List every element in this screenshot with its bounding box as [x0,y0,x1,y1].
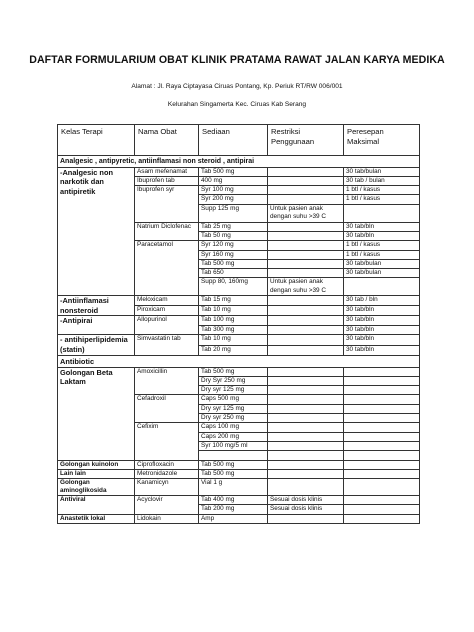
restriksi: Sesuai dosis klinis [268,505,344,514]
sediaan: Syr 120 mg [199,241,268,250]
restriksi [268,269,344,278]
restriksi [268,306,344,316]
maksimal: 30 tab/bln [344,222,420,231]
restriksi [268,167,344,176]
restriksi [268,367,344,376]
drug-name: Cefixim [135,423,199,460]
restriksi: Sesuai dosis klinis [268,496,344,505]
restriksi: Untuk pasien anak dengan suhu >39 C [268,204,344,222]
maksimal: 30 tab/bln [344,335,420,346]
sediaan: 400 mg [199,176,268,185]
drug-name: Ciprofloxacin [135,460,199,469]
maksimal [344,404,420,413]
sediaan: Syr 200 mg [199,195,268,204]
sediaan: Tab 20 mg [199,345,268,356]
table-header-row [58,125,420,156]
address-line-1: Alamat : Jl. Raya Ciptayasa Ciruas Pontang, Kp. Periuk RT/RW 006/001 [131,83,343,90]
drug-name: Paracetamol [135,241,199,296]
drug-name: Lidokain [135,514,199,523]
sediaan: Tab 500 mg [199,469,268,478]
drug-name: Ibuprofen syr [135,186,199,223]
restriksi [268,222,344,231]
table-row [58,496,420,505]
drug-name: Natrium Diclofenac [135,222,199,241]
sediaan: Amp [199,514,268,523]
restriksi [268,376,344,385]
drug-name: Allopurinol [135,316,199,335]
maksimal [344,278,420,296]
column-header: Sediaan [199,125,268,156]
maksimal: 30 tab/bln [344,345,420,356]
table-row [58,167,420,176]
column-header: Restriksi Penggunaan [268,125,344,156]
restriksi [268,451,344,460]
sediaan: Tab 200 mg [199,505,268,514]
sediaan: Vial 1 g [199,479,268,496]
sediaan: Dry Syr 250 mg [199,376,268,385]
sediaan: Tab 10 mg [199,306,268,316]
table-row [58,367,420,376]
maksimal: 30 tab / bulan [344,176,420,185]
restriksi [268,345,344,356]
restriksi [268,404,344,413]
maksimal: 30 tab/bulan [344,259,420,268]
restriksi [268,241,344,250]
sediaan: Tab 10 mg [199,335,268,346]
drug-name: Cefadroxil [135,395,199,423]
kelas-terapi: -Antipirai [58,316,135,335]
drug-name: Metronidazole [135,469,199,478]
kelas-terapi: Anastetik lokal [58,514,135,523]
maksimal: 1 btl / kasus [344,241,420,250]
address-line-2: Kelurahan Singamerta Kec. Ciruas Kab Serang [167,101,307,108]
table-row [58,469,420,478]
maksimal [344,460,420,469]
restriksi [268,441,344,450]
kelas-terapi: Golongan Beta Laktam [58,367,135,460]
maksimal: 30 tab/bln [344,325,420,334]
maksimal [344,432,420,441]
document-title: DAFTAR FORMULARIUM OBAT KLINIK PRATAMA RAWAT JALAN KARYA MEDIKA [29,54,445,66]
maksimal: 30 tab / bln [344,296,420,306]
maksimal [344,367,420,376]
sediaan: Tab 50 mg [199,231,268,240]
kelas-terapi: Antiviral [58,496,135,515]
drug-name: Meloxicam [135,296,199,306]
restriksi: Untuk pasien anak dengan suhu >39 C [268,278,344,296]
sediaan: Tab 500 mg [199,167,268,176]
sediaan: Supp 125 mg [199,204,268,222]
sediaan [199,451,268,460]
sediaan: Supp 80, 160mg [199,278,268,296]
restriksi [268,296,344,306]
restriksi [268,176,344,185]
column-header: Peresepan Maksimal [344,125,420,156]
drug-name: Ibuprofen tab [135,176,199,185]
sediaan: Dry syr 125 mg [199,386,268,395]
section-row [58,356,420,368]
sediaan: Tab 25 mg [199,222,268,231]
sediaan: Dry syr 250 mg [199,414,268,423]
table-row [58,335,420,346]
table-row [58,296,420,306]
maksimal [344,479,420,496]
column-header: Nama Obat [135,125,199,156]
restriksi [268,325,344,334]
maksimal [344,423,420,432]
drug-name: Piroxicam [135,306,199,316]
maksimal [344,441,420,450]
restriksi [268,479,344,496]
drug-name: Simvastatin tab [135,335,199,356]
restriksi [268,316,344,325]
maksimal [344,505,420,514]
restriksi [268,395,344,404]
restriksi [268,423,344,432]
maksimal: 1 btl / kasus [344,186,420,195]
sediaan: Caps 100 mg [199,423,268,432]
maksimal [344,386,420,395]
table-row [58,479,420,496]
sediaan: Syr 100 mg/5 ml [199,441,268,450]
section-title: Analgesic , antipyretic, antiinflamasi non steroid , antipirai [58,156,420,168]
maksimal [344,414,420,423]
maksimal [344,514,420,523]
maksimal: 30 tab/bulan [344,269,420,278]
sediaan: Syr 100 mg [199,186,268,195]
kelas-terapi: -Antiinflamasi nonsteroid [58,296,135,316]
section-row [58,156,420,168]
table-row [58,460,420,469]
section-title: Antibiotic [58,356,420,368]
restriksi [268,335,344,346]
sediaan: Tab 100 mg [199,316,268,325]
sediaan: Tab 500 mg [199,259,268,268]
sediaan: Tab 500 mg [199,460,268,469]
drug-name: Kanamicyn [135,479,199,496]
column-header: Kelas Terapi [58,125,135,156]
maksimal [344,451,420,460]
maksimal: 30 tab/bln [344,231,420,240]
restriksi [268,432,344,441]
restriksi [268,469,344,478]
restriksi [268,460,344,469]
table-row [58,316,420,325]
maksimal [344,395,420,404]
maksimal [344,204,420,222]
sediaan: Tab 400 mg [199,496,268,505]
sediaan: Tab 300 mg [199,325,268,334]
sediaan: Syr 160 mg [199,250,268,259]
restriksi [268,414,344,423]
maksimal: 30 tab/bln [344,316,420,325]
kelas-terapi: Golongan kuinolon [58,460,135,469]
formularium-table [57,124,420,524]
maksimal: 1 btl / kasus [344,195,420,204]
restriksi [268,231,344,240]
sediaan: Dry syr 125 mg [199,404,268,413]
restriksi [268,259,344,268]
kelas-terapi: -Analgesic non narkotik dan antipiretik [58,167,135,296]
restriksi [268,195,344,204]
restriksi [268,250,344,259]
kelas-terapi: - antihiperlipidemia (statin) [58,335,135,356]
table-row [58,514,420,523]
drug-name: Asam mefenamat [135,167,199,176]
kelas-terapi: Lain lain [58,469,135,478]
sediaan: Caps 200 mg [199,432,268,441]
sediaan: Caps 500 mg [199,395,268,404]
sediaan: Tab 15 mg [199,296,268,306]
drug-name: Acyclovir [135,496,199,515]
restriksi [268,386,344,395]
restriksi [268,186,344,195]
drug-name: Amoxicillin [135,367,199,395]
maksimal: 1 btl / kasus [344,250,420,259]
maksimal [344,376,420,385]
maksimal: 30 tab/bln [344,306,420,316]
maksimal [344,469,420,478]
sediaan: Tab 500 mg [199,367,268,376]
maksimal [344,496,420,505]
sediaan: Tab 650 [199,269,268,278]
restriksi [268,514,344,523]
kelas-terapi: Golongan aminoglikosida [58,479,135,496]
maksimal: 30 tab/bulan [344,167,420,176]
